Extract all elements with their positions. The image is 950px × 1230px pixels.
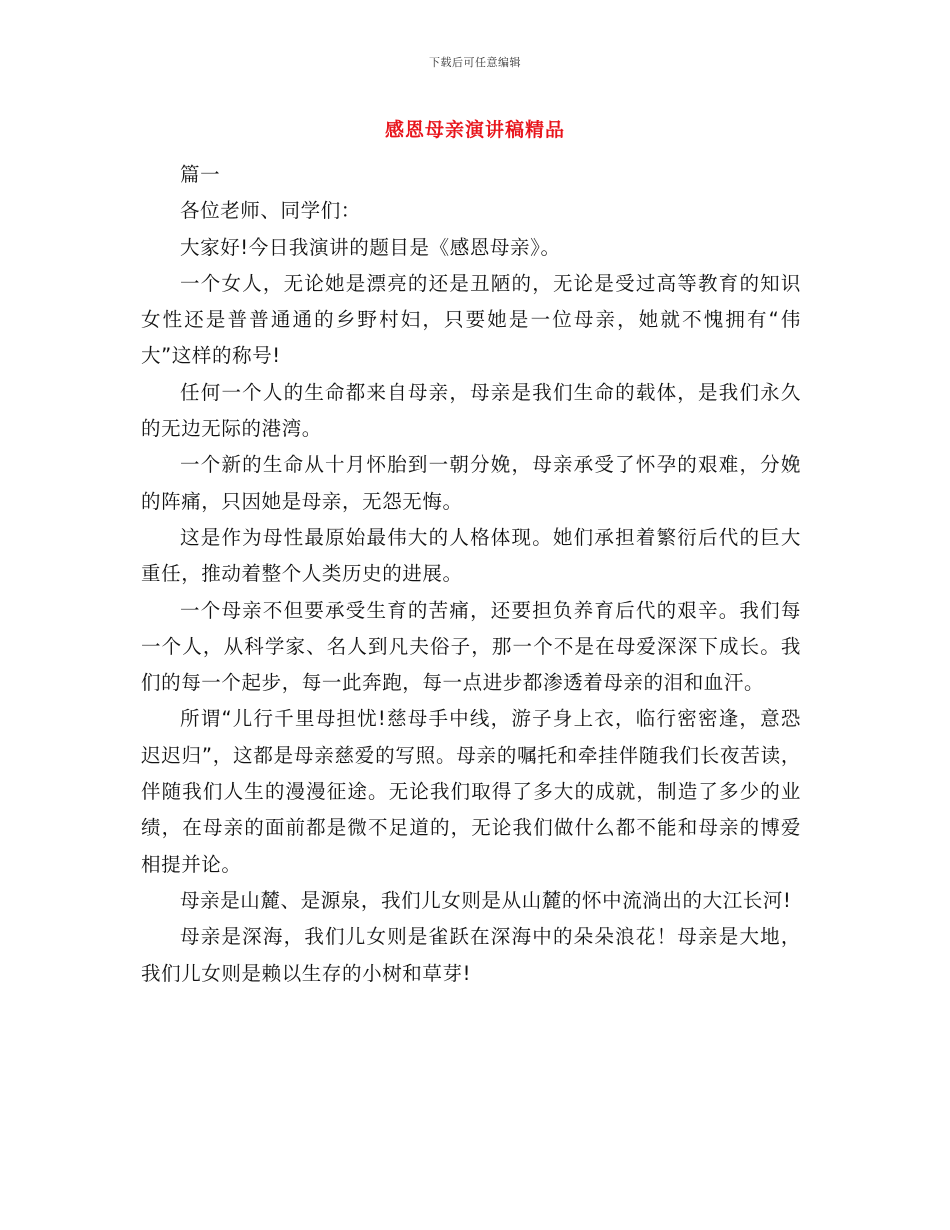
paragraph: 一个女人，无论她是漂亮的还是丑陋的，无论是受过高等教育的知识女性还是普普通通的乡野村妇，只要她是一位母亲，她就不愧拥有“伟大”这样的称号! bbox=[141, 271, 801, 368]
paragraph-salutation: 各位老师、同学们： bbox=[180, 199, 361, 223]
document-title: 感恩母亲演讲稿精品 bbox=[384, 119, 565, 141]
paragraph: 母亲是山麓、是源泉，我们儿女则是从山麓的怀中流淌出的大江长河! bbox=[180, 888, 792, 912]
paragraph: 母亲是深海，我们儿女则是雀跃在深海中的朵朵浪花！母亲是大地，我们儿女则是赖以生存的小树和草芽! bbox=[141, 925, 801, 985]
paragraph: 一个新的生命从十月怀胎到一朝分娩，母亲承受了怀孕的艰难，分娩的阵痛，只因她是母亲，无怨无悔。 bbox=[141, 453, 801, 513]
paragraph-section-label: 篇一 bbox=[180, 163, 221, 186]
paragraph: 一个母亲不但要承受生育的苦痛，还要担负养育后代的艰辛。我们每一个人，从科学家、名人到凡夫俗子，那一个不是在母爱深深下成长。我们的每一个起步，每一此奔跑，每一点进步都渗透着母亲的泪和血汗。 bbox=[141, 598, 801, 695]
page-header-note: 下载后可任意编辑 bbox=[429, 56, 521, 69]
document-body bbox=[141, 157, 801, 992]
paragraph-greeting: 大家好!今日我演讲的题目是《感恩母亲》。 bbox=[180, 235, 561, 259]
paragraph: 所谓“儿行千里母担忧!慈母手中线，游子身上衣，临行密密逢，意恐迟迟归”，这都是母亲慈爱的写照。母亲的嘱托和牵挂伴随我们长夜苦读，伴随我们人生的漫漫征途。无论我们取得了多大的成就，制造了多少的业绩，在母亲的面前都是微不足道的，无论我们做什么都不能和母亲的博爱相提并论。 bbox=[141, 707, 801, 876]
paragraph: 任何一个人的生命都来自母亲，母亲是我们生命的载体，是我们永久的无边无际的港湾。 bbox=[141, 380, 801, 441]
paragraph: 这是作为母性最原始最伟大的人格体现。她们承担着繁衍后代的巨大重任，推动着整个人类历史的进展。 bbox=[141, 525, 801, 586]
